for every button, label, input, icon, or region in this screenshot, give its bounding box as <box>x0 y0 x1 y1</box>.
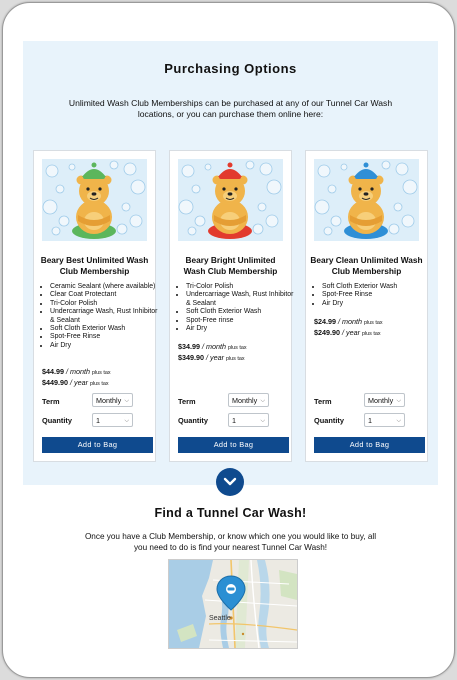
term-value: Monthly <box>96 396 122 405</box>
term-value: Monthly <box>368 396 394 405</box>
term-select[interactable] <box>364 393 405 407</box>
membership-card-bright <box>169 150 292 462</box>
location-map[interactable] <box>168 559 298 649</box>
feature-list <box>177 283 296 333</box>
feature-list <box>313 283 432 308</box>
membership-card-best <box>33 150 156 462</box>
bear-illustration <box>178 159 283 241</box>
bear-mascot-image <box>42 159 147 241</box>
quantity-select[interactable] <box>364 413 405 427</box>
feature-item: • Tri-Color Polish <box>186 283 296 291</box>
year-price: $249.90 <box>314 328 340 337</box>
tax-note: plus tax <box>363 320 383 326</box>
term-label: Term <box>314 397 332 406</box>
feature-item: • Soft Cloth Exterior Wash <box>50 325 160 333</box>
feature-item: • Tri-Color Polish <box>50 300 160 308</box>
bear-mascot-image <box>178 159 283 241</box>
feature-item: • Air Dry <box>322 300 432 308</box>
chevron-down-icon: ⌵ <box>124 398 129 404</box>
feature-item: • Undercarriage Wash, Rust Inhibitor & Sealant <box>186 291 296 308</box>
price-block <box>178 342 288 364</box>
term-select[interactable] <box>228 393 269 407</box>
tax-note: plus tax <box>91 370 111 376</box>
feature-item: • Spot-Free Rinse <box>322 291 432 299</box>
feature-item: • Air Dry <box>186 325 296 333</box>
year-unit: / year <box>341 328 360 337</box>
add-to-bag-button[interactable]: Add to Bag <box>42 437 153 453</box>
bear-illustration <box>314 159 419 241</box>
tax-note: plus tax <box>227 345 247 351</box>
month-price: $44.99 <box>42 367 64 376</box>
chevron-down-icon: ⌵ <box>260 418 265 424</box>
feature-item: • Ceramic Sealant (where available) <box>50 283 160 291</box>
quantity-value: 1 <box>368 416 372 425</box>
month-unit: / month <box>337 317 362 326</box>
term-value: Monthly <box>232 396 258 405</box>
year-unit: / year <box>205 353 224 362</box>
term-label: Term <box>42 397 60 406</box>
feature-item: • Spot-Free rinse <box>186 317 296 325</box>
find-text: Once you have a Club Membership, or know which one you would like to buy, all you need to do is find your nearest Tunnel Car Wash! <box>84 532 377 552</box>
quantity-value: 1 <box>232 416 236 425</box>
feature-item: • Air Dry <box>50 342 160 350</box>
page-viewport <box>23 41 438 653</box>
term-select[interactable] <box>92 393 133 407</box>
add-to-bag-button[interactable]: Add to Bag <box>314 437 425 453</box>
chevron-down-icon: ⌵ <box>124 418 129 424</box>
quantity-label: Quantity <box>314 416 344 425</box>
feature-item: • Clear Coat Protectant <box>50 291 160 299</box>
purchasing-intro: Unlimited Wash Club Memberships can be purchased at any of our Tunnel Car Wash locations, or you can purchase them online here: <box>68 98 393 119</box>
purchasing-section <box>23 41 438 485</box>
card-title: Beary Clean Unlimited Wash Club Membership <box>310 255 423 276</box>
year-price: $449.90 <box>42 378 68 387</box>
year-unit: / year <box>69 378 88 387</box>
month-price: $24.99 <box>314 317 336 326</box>
chevron-down-icon: ⌵ <box>260 398 265 404</box>
quantity-select[interactable] <box>92 413 133 427</box>
card-title: Beary Bright Unlimited Wash Club Membership <box>183 255 278 276</box>
quantity-label: Quantity <box>42 416 72 425</box>
price-block <box>42 367 152 389</box>
scroll-down-button[interactable] <box>216 468 244 496</box>
card-title: Beary Best Unlimited Wash Club Membership <box>40 255 149 276</box>
bear-mascot-image <box>314 159 419 241</box>
month-unit: / month <box>201 342 226 351</box>
map-graphic <box>169 560 297 648</box>
year-price: $349.90 <box>178 353 204 362</box>
chevron-down-icon <box>223 476 237 488</box>
tax-note: plus tax <box>89 381 109 387</box>
feature-item: • Spot-Free Rinse <box>50 333 160 341</box>
map-city-label: Seattle <box>209 615 231 622</box>
chevron-down-icon: ⌵ <box>396 418 401 424</box>
add-to-bag-button[interactable]: Add to Bag <box>178 437 289 453</box>
membership-card-clean <box>305 150 428 462</box>
tax-note: plus tax <box>361 331 381 337</box>
price-block <box>314 317 424 339</box>
feature-item: • Undercarriage Wash, Rust Inhibitor & Sealant <box>50 308 160 325</box>
term-label: Term <box>178 397 196 406</box>
purchasing-title: Purchasing Options <box>164 61 297 76</box>
month-price: $34.99 <box>178 342 200 351</box>
chevron-down-icon: ⌵ <box>396 398 401 404</box>
month-unit: / month <box>65 367 90 376</box>
feature-item: • Soft Cloth Exterior Wash <box>186 308 296 316</box>
find-title: Find a Tunnel Car Wash! <box>154 506 307 520</box>
quantity-select[interactable] <box>228 413 269 427</box>
feature-item: • Soft Cloth Exterior Wash <box>322 283 432 291</box>
feature-list <box>41 283 160 350</box>
quantity-label: Quantity <box>178 416 208 425</box>
tablet-frame <box>2 2 455 678</box>
quantity-value: 1 <box>96 416 100 425</box>
tax-note: plus tax <box>225 356 245 362</box>
bear-illustration <box>42 159 147 241</box>
